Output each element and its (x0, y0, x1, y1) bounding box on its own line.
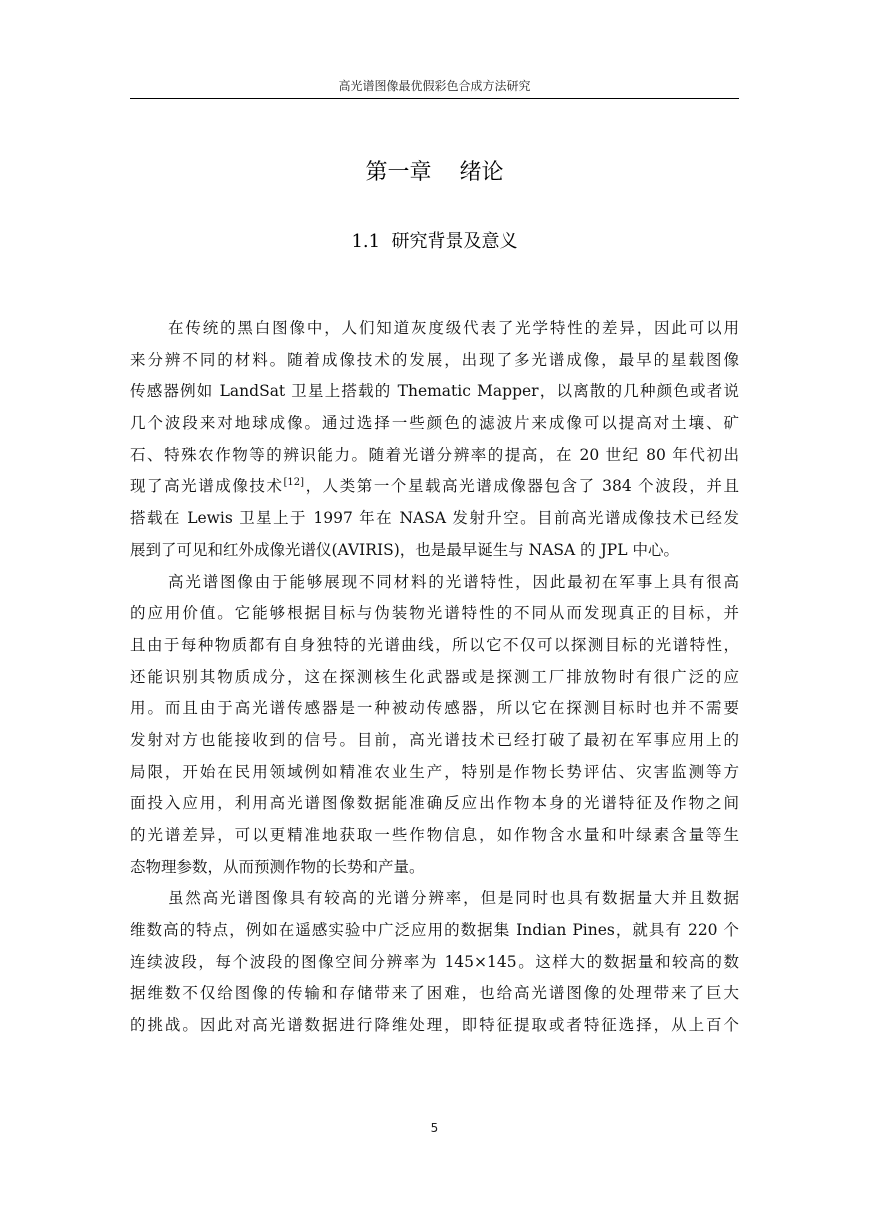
running-header: 高光谱图像最优假彩色合成方法研究 (338, 79, 531, 93)
chapter-title: 第一章 绪论 (365, 160, 504, 185)
paragraph-line: 来分辨不同的材料。随着成像技术的发展，出现了多光谱成像，最早的星载图像 (130, 350, 739, 369)
paragraph-line: 发射对方也能接收到的信号。目前，高光谱技术已经打破了最初在军事应用上的 (130, 730, 739, 749)
paragraph-line: 展到了可见和红外成像光谱仪(AVIRIS)，也是最早诞生与 NASA 的 JPL 中心。 (130, 540, 679, 559)
paragraph-line: 局限，开始在民用领域例如精准农业生产，特别是作物长势评估、灾害监测等方 (130, 762, 739, 781)
paragraph-line: 传感器例如 LandSat 卫星上搭载的 Thematic Mapper，以离散的几种颜色或者说 (130, 382, 739, 401)
paragraph-line-with-citation (130, 471, 739, 503)
paragraph-line: 面投入应用，利用高光谱图像数据能准确反应出作物本身的光谱特征及作物之间 (130, 794, 739, 813)
paragraph-line: 在传统的黑白图像中，人们知道灰度级代表了光学特性的差异，因此可以用 (168, 319, 739, 337)
section-title: 1.1 研究背景及意义 (351, 231, 518, 252)
paragraph-line: 的挑战。因此对高光谱数据进行降维处理，即特征提取或者特征选择，从上百个 (130, 1016, 739, 1035)
citation-superscript: [12] (283, 477, 305, 489)
paragraph-line-part: ，人类第一个星载高光谱成像器包含了 384 个波段，并且 (304, 477, 739, 496)
paragraph-line: 的光谱差异，可以更精准地获取一些作物信息，如作物含水量和叶绿素含量等生 (130, 826, 739, 844)
paragraph-line: 用。而且由于高光谱传感器是一种被动传感器，所以它在探测目标时也并不需要 (130, 699, 739, 718)
paragraph-line: 高光谱图像由于能够展现不同材料的光谱特性，因此最初在军事上具有很高 (168, 572, 739, 591)
paragraph-line-part: 现了高光谱成像技术 (130, 477, 284, 496)
paragraph-line: 据维数不仅给图像的传输和存储带来了困难，也给高光谱图像的处理带来了巨大 (130, 984, 739, 1003)
paragraph-line: 态物理参数，从而预测作物的长势和产量。 (130, 857, 425, 876)
header-rule (130, 98, 739, 99)
page-number: 5 (430, 1121, 439, 1135)
paragraph-line: 虽然高光谱图像具有较高的光谱分辨率，但是同时也具有数据量大并且数据 (168, 889, 739, 908)
paragraph-line: 且由于每种物质都有自身独特的光谱曲线，所以它不仅可以探测目标的光谱特性， (130, 635, 739, 654)
paragraph-line: 几个波段来对地球成像。通过选择一些颜色的滤波片来成像可以提高对土壤、矿 (130, 414, 739, 433)
paragraph-line: 的应用价值。它能够根据目标与伪装物光谱特性的不同从而发现真正的目标，并 (130, 604, 739, 623)
paragraph-line: 还能识别其物质成分，这在探测核生化武器或是探测工厂排放物时有很广泛的应 (130, 667, 739, 686)
paragraph-line: 维数高的特点，例如在遥感实验中广泛应用的数据集 Indian Pines，就具有 220 个 (130, 921, 739, 940)
body-text (130, 313, 739, 1042)
paragraph-line: 连续波段，每个波段的图像空间分辨率为 145×145。这样大的数据量和较高的数 (130, 952, 739, 971)
paragraph-line: 搭载在 Lewis 卫星上于 1997 年在 NASA 发射升空。目前高光谱成像技术已经发 (130, 509, 739, 528)
paragraph-line: 石、特殊农作物等的辨识能力。随着光谱分辨率的提高，在 20 世纪 80 年代初出 (130, 445, 739, 464)
